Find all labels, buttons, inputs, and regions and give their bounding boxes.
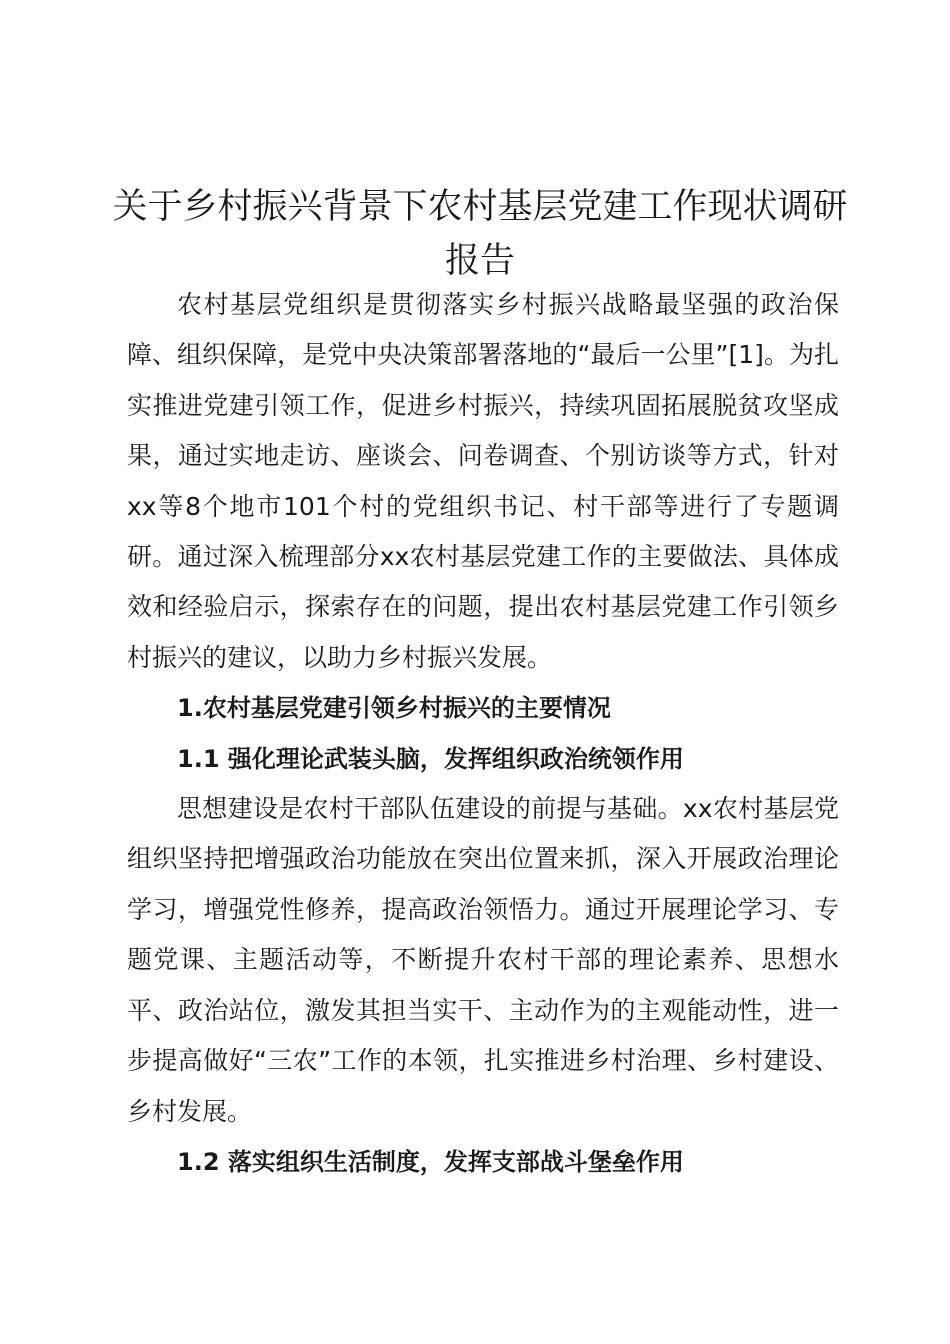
section-heading-1: 1.农村基层党建引领乡村振兴的主要情况 xyxy=(177,694,611,723)
document-body xyxy=(127,280,839,1187)
section-heading-1-2: 1.2 落实组织生活制度，发挥支部战斗堡垒作用 xyxy=(177,1147,684,1176)
document-title: 关于乡村振兴背景下农村基层党建工作现状调研报告 xyxy=(112,187,848,281)
paragraph-intro: 农村基层党组织是贯彻落实乡村振兴战略最坚强的政治保障、组织保障，是党中央决策部署落地的“最后一公里”[1]。为扎实推进党建引领工作，促进乡村振兴，持续巩固拓展脱贫攻坚成果，通过实地走访、座谈会、问卷调查、个别访谈等方式，针对xx等8个地市101个村的党组织书记、村干部等进行了专题调研。通过深入梳理部分xx农村基层党建工作的主要做法、具体成效和经验启示，探索存在的问题，提出农村基层党建工作引领乡村振兴的建议，以助力乡村振兴发展。 xyxy=(127,290,839,672)
section-heading-1-1: 1.1 强化理论武装头脑，发挥组织政治统领作用 xyxy=(177,744,684,773)
paragraph-1-1: 思想建设是农村干部队伍建设的前提与基础。xx农村基层党组织坚持把增强政治功能放在突出位置来抓，深入开展政治理论学习，增强党性修养，提高政治领悟力。通过开展理论学习、专题党课、主题活动等，不断提升农村干部的理论素养、思想水平、政治站位，激发其担当实干、主动作为的主观能动性，进一步提高做好“三农”工作的本领，扎实推进乡村治理、乡村建设、乡村发展。 xyxy=(127,794,839,1126)
